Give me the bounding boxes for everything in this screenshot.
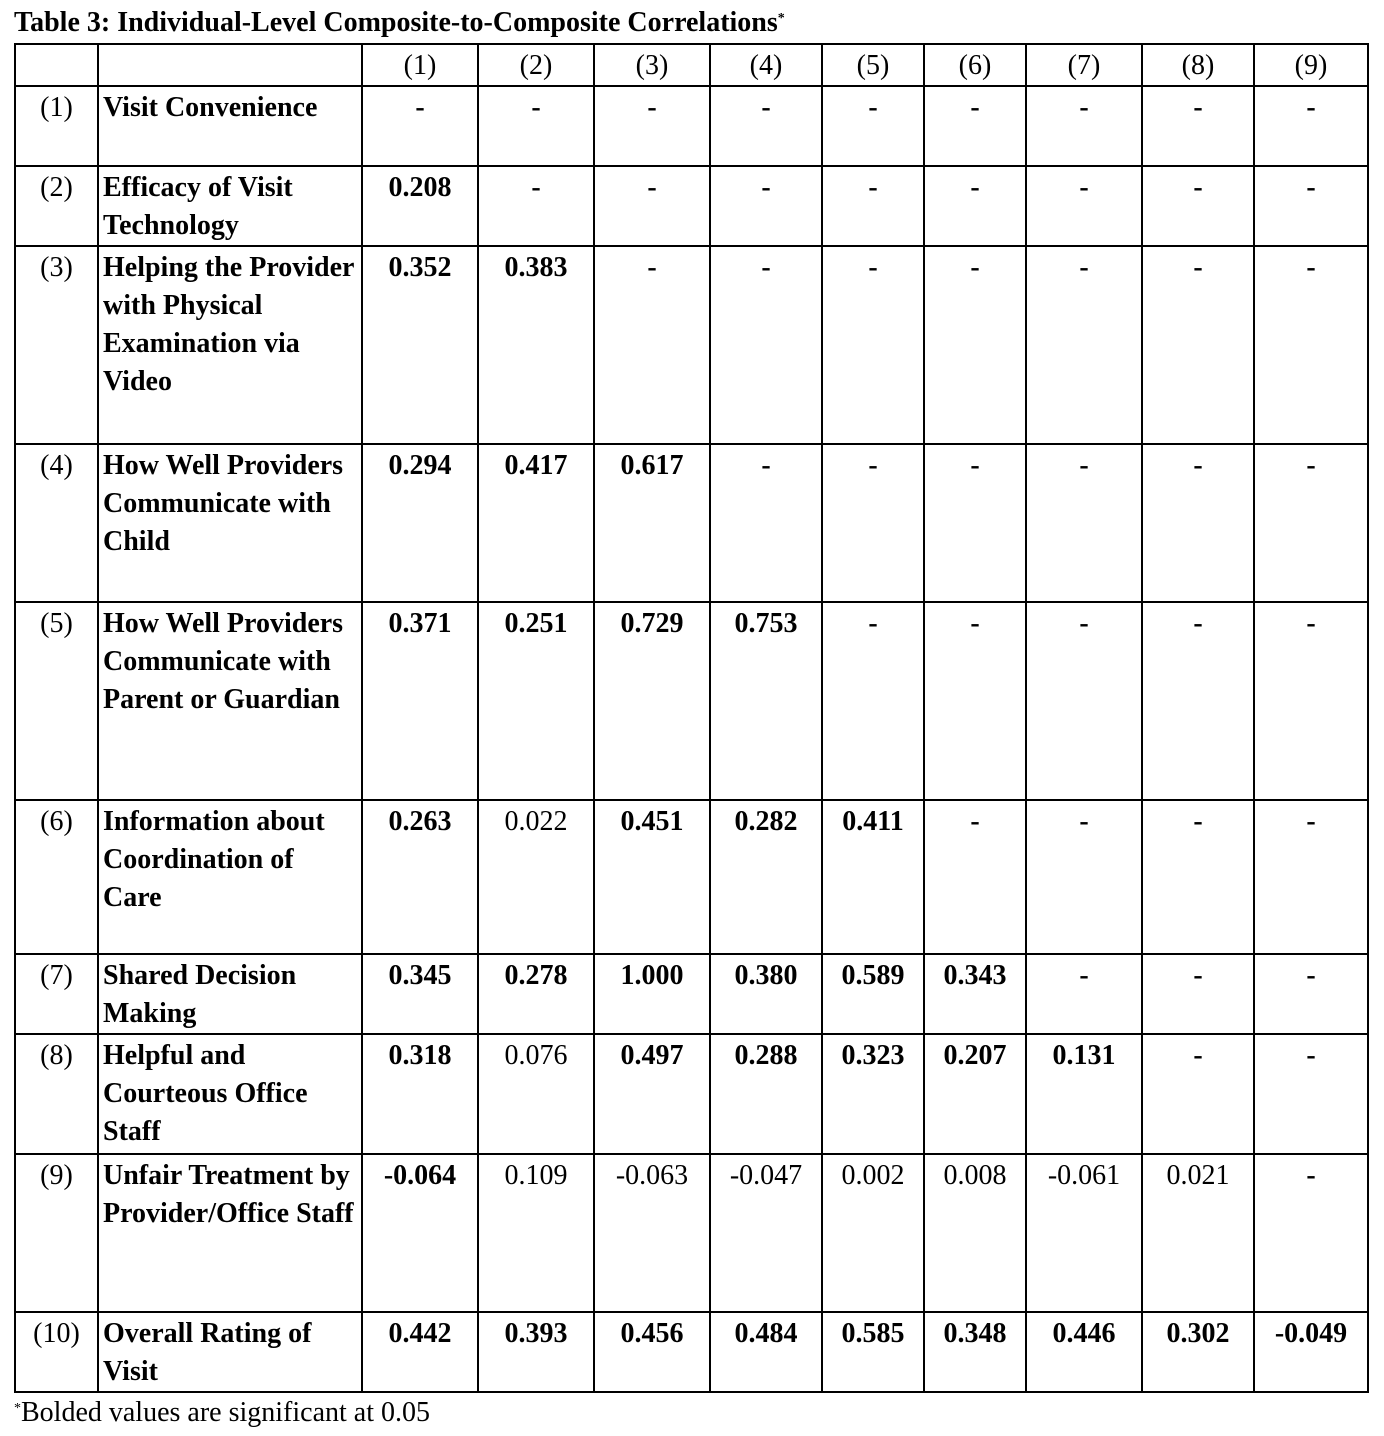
column-header: (1) bbox=[362, 44, 478, 86]
table-row bbox=[15, 1312, 1368, 1392]
correlation-cell: 0.345 bbox=[362, 954, 478, 1034]
correlation-cell: 0.288 bbox=[710, 1034, 822, 1154]
row-label: Unfair Treatment by Provider/Office Staff bbox=[98, 1154, 362, 1312]
column-header: (2) bbox=[478, 44, 594, 86]
header-row bbox=[15, 44, 1368, 86]
correlation-cell: - bbox=[1254, 246, 1368, 444]
correlation-cell: - bbox=[1254, 954, 1368, 1034]
row-label: Overall Rating of Visit bbox=[98, 1312, 362, 1392]
correlation-cell: - bbox=[822, 444, 924, 602]
correlation-cell: - bbox=[1254, 1154, 1368, 1312]
correlation-cell: 0.008 bbox=[924, 1154, 1026, 1312]
row-number: (5) bbox=[15, 602, 98, 800]
correlation-cell: 0.380 bbox=[710, 954, 822, 1034]
correlation-cell: - bbox=[924, 166, 1026, 246]
correlation-cell: 0.302 bbox=[1142, 1312, 1254, 1392]
row-number: (4) bbox=[15, 444, 98, 602]
correlation-cell: 0.371 bbox=[362, 602, 478, 800]
title-footnote-marker: * bbox=[777, 11, 785, 26]
correlation-cell: -0.049 bbox=[1254, 1312, 1368, 1392]
correlation-cell: - bbox=[710, 246, 822, 444]
correlation-cell: - bbox=[1026, 86, 1142, 166]
correlation-cell: - bbox=[1142, 86, 1254, 166]
correlation-cell: - bbox=[1254, 800, 1368, 954]
row-number: (1) bbox=[15, 86, 98, 166]
correlation-cell: -0.064 bbox=[362, 1154, 478, 1312]
column-header: (5) bbox=[822, 44, 924, 86]
correlation-cell: 0.383 bbox=[478, 246, 594, 444]
row-label: How Well Providers Communicate with Child bbox=[98, 444, 362, 602]
correlation-cell: - bbox=[1254, 166, 1368, 246]
correlation-cell: 0.251 bbox=[478, 602, 594, 800]
table-row bbox=[15, 246, 1368, 444]
row-label: Information about Coordination of Care bbox=[98, 800, 362, 954]
correlation-cell: 0.021 bbox=[1142, 1154, 1254, 1312]
correlation-cell: 0.022 bbox=[478, 800, 594, 954]
correlation-cell: 0.282 bbox=[710, 800, 822, 954]
correlation-cell: - bbox=[1142, 444, 1254, 602]
correlation-cell: - bbox=[1254, 86, 1368, 166]
correlation-cell: - bbox=[1254, 444, 1368, 602]
correlation-cell: - bbox=[478, 166, 594, 246]
row-label: Shared Decision Making bbox=[98, 954, 362, 1034]
correlation-cell: 0.294 bbox=[362, 444, 478, 602]
table-title bbox=[14, 6, 785, 40]
table-row bbox=[15, 800, 1368, 954]
row-label: Helping the Provider with Physical Examination via Video bbox=[98, 246, 362, 444]
correlation-cell: 0.348 bbox=[924, 1312, 1026, 1392]
correlation-cell: - bbox=[594, 246, 710, 444]
correlation-cell: 0.617 bbox=[594, 444, 710, 602]
correlation-cell: - bbox=[822, 86, 924, 166]
correlation-cell: - bbox=[924, 602, 1026, 800]
row-label: Efficacy of Visit Technology bbox=[98, 166, 362, 246]
correlation-table bbox=[14, 43, 1369, 1393]
correlation-cell: 0.318 bbox=[362, 1034, 478, 1154]
correlation-cell: - bbox=[1026, 166, 1142, 246]
correlation-cell: 0.411 bbox=[822, 800, 924, 954]
correlation-cell: 0.484 bbox=[710, 1312, 822, 1392]
header-empty-cell bbox=[98, 44, 362, 86]
table-body bbox=[15, 44, 1368, 1392]
row-number: (6) bbox=[15, 800, 98, 954]
correlation-cell: - bbox=[1254, 602, 1368, 800]
row-number: (10) bbox=[15, 1312, 98, 1392]
correlation-cell: - bbox=[594, 166, 710, 246]
row-number: (9) bbox=[15, 1154, 98, 1312]
correlation-cell: 0.446 bbox=[1026, 1312, 1142, 1392]
correlation-cell: 0.393 bbox=[478, 1312, 594, 1392]
correlation-cell: - bbox=[710, 444, 822, 602]
correlation-cell: - bbox=[1142, 954, 1254, 1034]
correlation-cell: - bbox=[710, 166, 822, 246]
correlation-cell: 0.442 bbox=[362, 1312, 478, 1392]
row-number: (3) bbox=[15, 246, 98, 444]
correlation-cell: - bbox=[822, 166, 924, 246]
correlation-cell: 0.497 bbox=[594, 1034, 710, 1154]
correlation-cell: 0.207 bbox=[924, 1034, 1026, 1154]
correlation-cell: 0.208 bbox=[362, 166, 478, 246]
correlation-cell: 0.451 bbox=[594, 800, 710, 954]
table-row bbox=[15, 954, 1368, 1034]
column-header: (4) bbox=[710, 44, 822, 86]
correlation-cell: - bbox=[362, 86, 478, 166]
table-title-text: Table 3: Individual-Level Composite-to-Composite Correlations bbox=[14, 7, 778, 38]
correlation-cell: 0.585 bbox=[822, 1312, 924, 1392]
correlation-cell: 0.263 bbox=[362, 800, 478, 954]
correlation-cell: 0.456 bbox=[594, 1312, 710, 1392]
table-row bbox=[15, 444, 1368, 602]
correlation-cell: - bbox=[924, 800, 1026, 954]
correlation-cell: 0.753 bbox=[710, 602, 822, 800]
row-label: Helpful and Courteous Office Staff bbox=[98, 1034, 362, 1154]
table-row bbox=[15, 1154, 1368, 1312]
correlation-cell: - bbox=[1026, 954, 1142, 1034]
correlation-cell: - bbox=[924, 444, 1026, 602]
footnote bbox=[14, 1396, 430, 1430]
row-number: (8) bbox=[15, 1034, 98, 1154]
correlation-cell: 0.131 bbox=[1026, 1034, 1142, 1154]
correlation-cell: 0.002 bbox=[822, 1154, 924, 1312]
column-header: (7) bbox=[1026, 44, 1142, 86]
header-empty-cell bbox=[15, 44, 98, 86]
correlation-cell: 0.352 bbox=[362, 246, 478, 444]
table-row bbox=[15, 602, 1368, 800]
correlation-cell: 0.589 bbox=[822, 954, 924, 1034]
footnote-text: Bolded values are significant at 0.05 bbox=[21, 1397, 430, 1428]
correlation-cell: - bbox=[1026, 444, 1142, 602]
correlation-cell: 0.729 bbox=[594, 602, 710, 800]
column-header: (8) bbox=[1142, 44, 1254, 86]
correlation-cell: 0.417 bbox=[478, 444, 594, 602]
table-row bbox=[15, 86, 1368, 166]
row-label: Visit Convenience bbox=[98, 86, 362, 166]
correlation-cell: - bbox=[822, 246, 924, 444]
correlation-cell: - bbox=[478, 86, 594, 166]
correlation-cell: - bbox=[1142, 602, 1254, 800]
correlation-cell: - bbox=[1142, 1034, 1254, 1154]
correlation-cell: - bbox=[1142, 166, 1254, 246]
correlation-cell: -0.063 bbox=[594, 1154, 710, 1312]
correlation-cell: 0.343 bbox=[924, 954, 1026, 1034]
correlation-cell: - bbox=[1026, 602, 1142, 800]
correlation-cell: - bbox=[1254, 1034, 1368, 1154]
correlation-cell: - bbox=[924, 246, 1026, 444]
correlation-cell: 0.323 bbox=[822, 1034, 924, 1154]
row-label: How Well Providers Communicate with Parent or Guardian bbox=[98, 602, 362, 800]
correlation-cell: - bbox=[594, 86, 710, 166]
correlation-cell: 0.076 bbox=[478, 1034, 594, 1154]
column-header: (3) bbox=[594, 44, 710, 86]
row-number: (2) bbox=[15, 166, 98, 246]
correlation-cell: -0.061 bbox=[1026, 1154, 1142, 1312]
correlation-cell: - bbox=[924, 86, 1026, 166]
correlation-cell: -0.047 bbox=[710, 1154, 822, 1312]
correlation-cell: - bbox=[1142, 800, 1254, 954]
correlation-cell: 1.000 bbox=[594, 954, 710, 1034]
column-header: (6) bbox=[924, 44, 1026, 86]
correlation-cell: - bbox=[710, 86, 822, 166]
column-header: (9) bbox=[1254, 44, 1368, 86]
correlation-cell: - bbox=[822, 602, 924, 800]
correlation-cell: - bbox=[1026, 246, 1142, 444]
correlation-cell: - bbox=[1026, 800, 1142, 954]
row-number: (7) bbox=[15, 954, 98, 1034]
correlation-cell: - bbox=[1142, 246, 1254, 444]
correlation-cell: 0.278 bbox=[478, 954, 594, 1034]
footnote-marker: * bbox=[14, 1401, 21, 1416]
correlation-cell: 0.109 bbox=[478, 1154, 594, 1312]
table-row bbox=[15, 166, 1368, 246]
table-row bbox=[15, 1034, 1368, 1154]
